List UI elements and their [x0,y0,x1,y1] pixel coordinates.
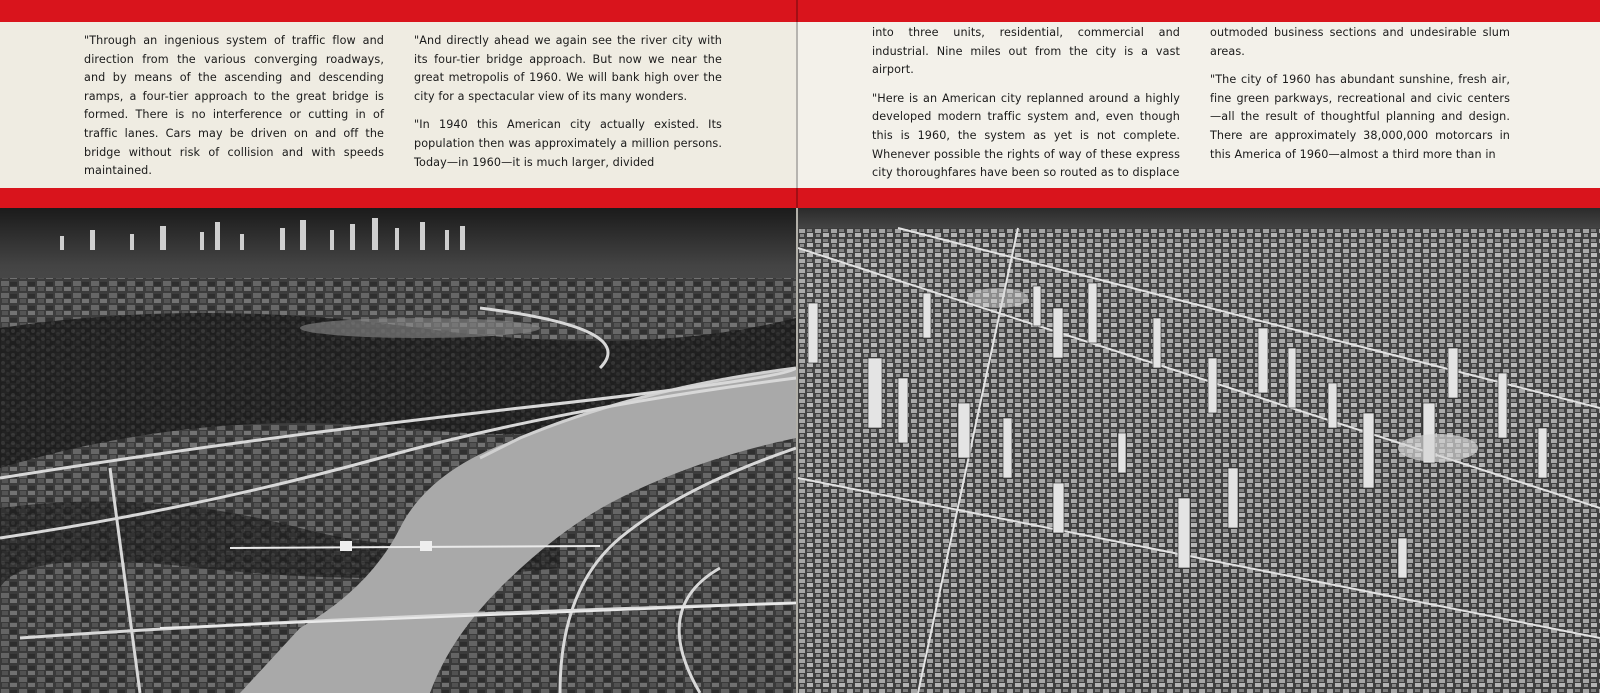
city-1960-aerial-photo [798,208,1600,693]
red-top-band [0,0,1600,22]
text-column-3 [872,24,1180,193]
paragraph: "Here is an American city replanned around a highly developed modern traffic system and, even though this is 1960, the system as yet is not complete. Whenever possible the rights of way of these express city thoroughfares have been so routed as to displace [872,91,1180,180]
paragraph: "The city of 1960 has abundant sunshine, fresh air, fine green parkways, recreational and civic centers—all the result of thoughtful planning and design. There are approximately 38,000,000 motorcars in this America of 1960—almost a third more than in [1210,73,1510,161]
paragraph: into three units, residential, commercial and industrial. Nine miles out from the city is a vast airport. [872,26,1180,77]
river-bridge-aerial-photo [0,208,796,693]
paragraph: "Through an ingenious system of traffic flow and direction from the various converging roadways, and by means of the ascending and descending ramps, a four-tier approach to the great bridge is formed. There is no interference or cutting in of traffic lanes. Cars may be driven on and off the bridge without risk of collision and with speeds maintained. [84,34,384,178]
text-column-4 [1210,24,1510,174]
paragraph: outmoded business sections and undesirable slum areas. [1210,26,1510,58]
paragraph: "And directly ahead we again see the river city with its four-tier bridge approach. But now we near the great metropolis of 1960. We will bank high over the city for a spectacular view of its many wonders. [414,34,722,103]
paragraph: "In 1940 this American city actually existed. Its population then was approximately a million persons. Today—in 1960—it is much larger, divided [414,118,722,169]
text-column-2 [414,32,722,182]
text-column-1 [84,32,384,191]
red-middle-band [0,188,1600,208]
